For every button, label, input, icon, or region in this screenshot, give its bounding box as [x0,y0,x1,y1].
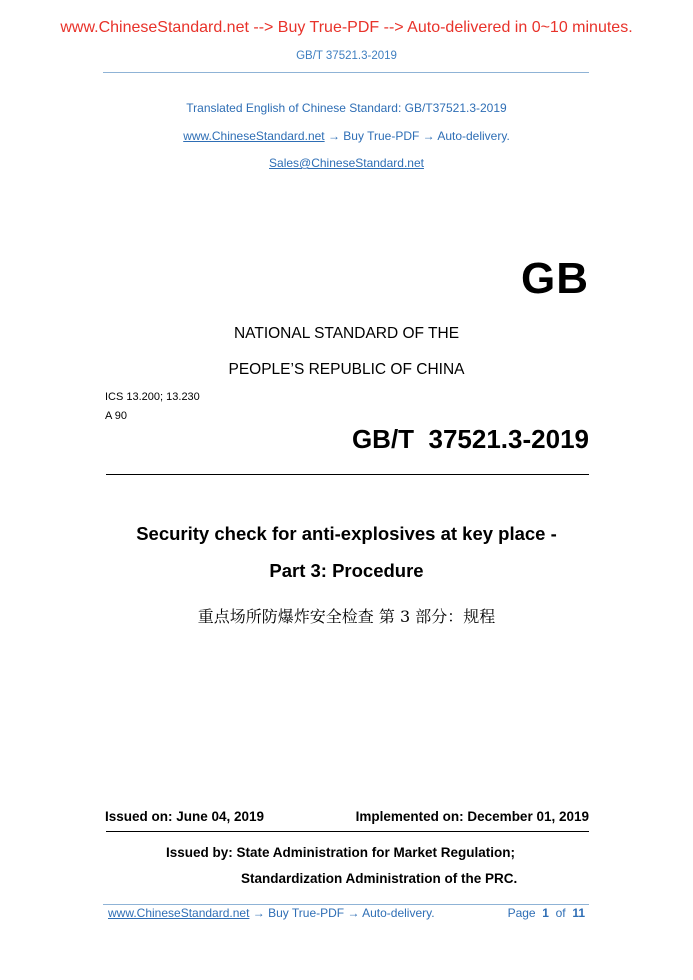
issued-by-line-2: Standardization Administration of the PRC. [241,871,518,886]
footer-buy-text: → Buy True-PDF → Auto-delivery. [249,906,435,920]
title-divider [106,474,589,475]
footer-site-link[interactable]: www.ChineseStandard.net [108,906,250,920]
page-of: of [555,906,566,920]
sales-email-link[interactable]: Sales@ChineseStandard.net [269,156,424,170]
header-divider [103,72,589,73]
page-current: 1 [542,906,549,920]
buy-line [0,129,693,143]
buy-text: → Buy True-PDF → Auto-delivery. [324,129,510,143]
dates-divider [106,831,589,832]
ccs-code: A 90 [105,410,128,422]
title-cn: 重点场所防爆炸安全检查 第 3 部分：规程 [197,607,496,626]
title-en-line-2: Part 3: Procedure [269,560,424,581]
site-link[interactable]: www.ChineseStandard.net [183,129,325,143]
footer-buy-line [108,906,435,920]
national-standard-line-1: NATIONAL STANDARD OF THE [233,325,460,342]
issued-date: Issued on: June 04, 2019 [105,809,265,824]
sales-line [0,156,693,170]
standard-number: GB/T 37521.3-2019 [351,424,589,454]
national-standard-line-2: PEOPLE’S REPUBLIC OF CHINA [228,361,465,378]
page-total: 11 [572,906,585,920]
implemented-date: Implemented on: December 01, 2019 [355,809,589,824]
page-indicator [508,906,585,920]
gb-logo: GB [521,254,589,303]
title-en-line-1: Security check for anti-explosives at key place - [136,523,557,544]
top-banner[interactable]: www.ChineseStandard.net --> Buy True-PDF --> Auto-delivered in 0~10 minutes. [60,19,633,36]
issued-by-line-1: Issued by: State Administration for Market Regulation; [166,845,516,860]
footer-divider [103,904,589,905]
page-label: Page [507,906,536,920]
translated-note: Translated English of Chinese Standard: GB/T37521.3-2019 [186,101,507,115]
ics-code: ICS 13.200; 13.230 [105,391,200,403]
header-standard-code: GB/T 37521.3-2019 [296,50,397,62]
